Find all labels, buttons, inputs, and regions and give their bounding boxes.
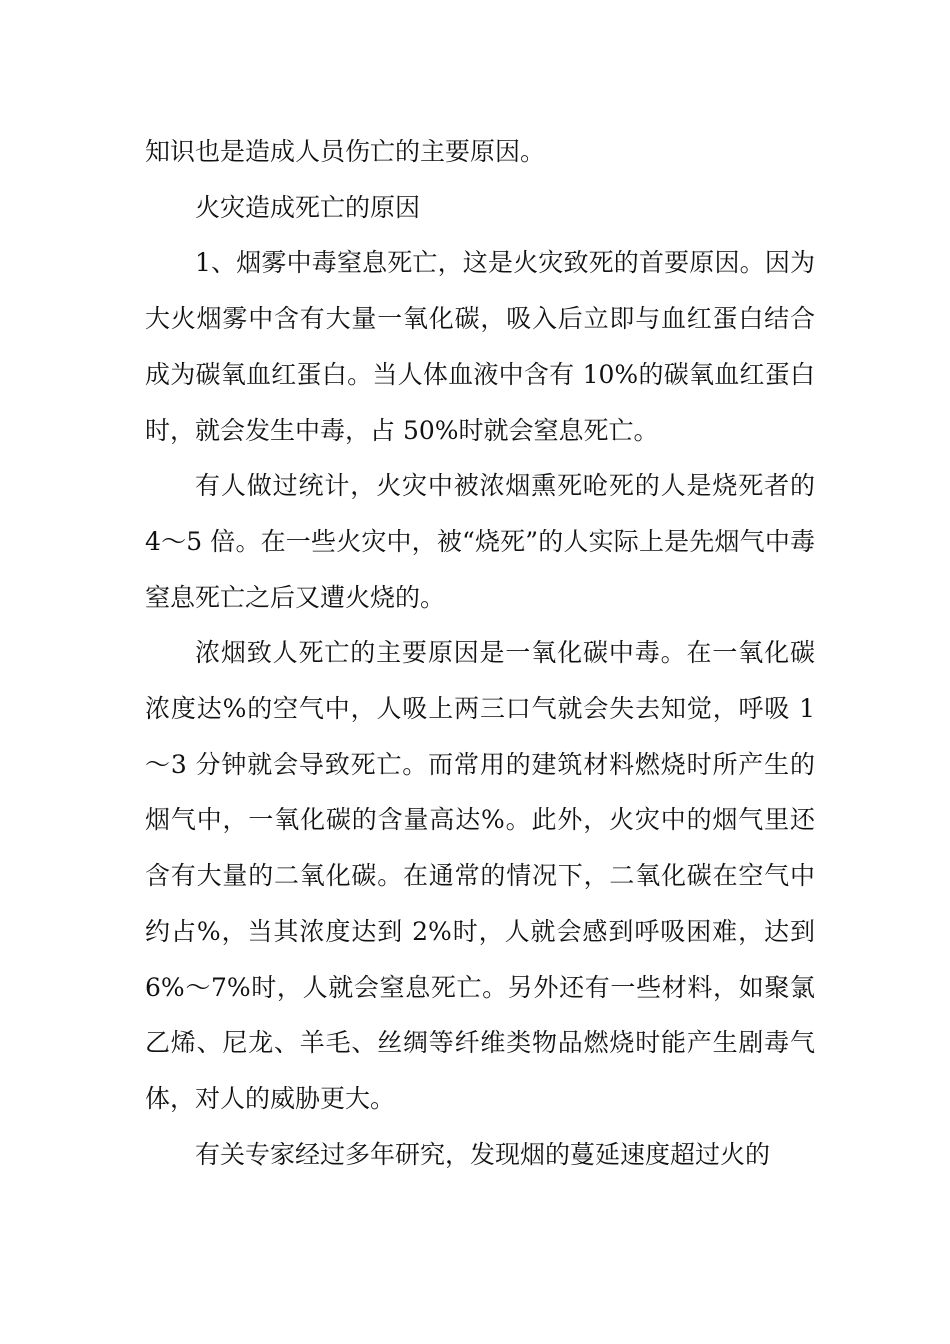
paragraph-smoke-spread: 有关专家经过多年研究，发现烟的蔓延速度超过火的 [195, 1139, 771, 1169]
paragraph-carbon-monoxide: 浓烟致人死亡的主要原因是一氧化碳中毒。在一氧化碳浓度达%的空气中，人吸上两三口气就会失去知觉，呼吸 1～3 分钟就会导致死亡。而常用的建筑材料燃烧时所产生的烟气中，一氧化碳的含量高达%。此外，火灾中的烟气里还含有大量的二氧化碳。在通常的情况下，二氧化碳在空气中约占%，当其浓度达到 2%时，人就会感到呼吸困难，达到 6%～7%时，人就会窒息死亡。另外还有一些材料，如聚氯乙烯、尼龙、羊毛、丝绸等纤维类物品燃烧时能产生剧毒气体，对人的威胁更大。 [145, 638, 815, 1113]
paragraph-smoke-poisoning: 1、烟雾中毒窒息死亡，这是火灾致死的首要原因。因为大火烟雾中含有大量一氧化碳，吸入后立即与血红蛋白结合成为碳氧血红蛋白。当人体血液中含有 10%的碳氧血红蛋白时，就会发生中毒，占 50%时就会窒息死亡。 [145, 248, 815, 445]
paragraph-statistics: 有人做过统计，火灾中被浓烟熏死呛死的人是烧死者的 4～5 倍。在一些火灾中，被“烧死”的人实际上是先烟气中毒窒息死亡之后又遭火烧的。 [145, 471, 815, 612]
section-heading: 火灾造成死亡的原因 [195, 192, 421, 222]
paragraph-continuation: 知识也是造成人员伤亡的主要原因。 [145, 137, 546, 166]
body-text [145, 124, 815, 1182]
